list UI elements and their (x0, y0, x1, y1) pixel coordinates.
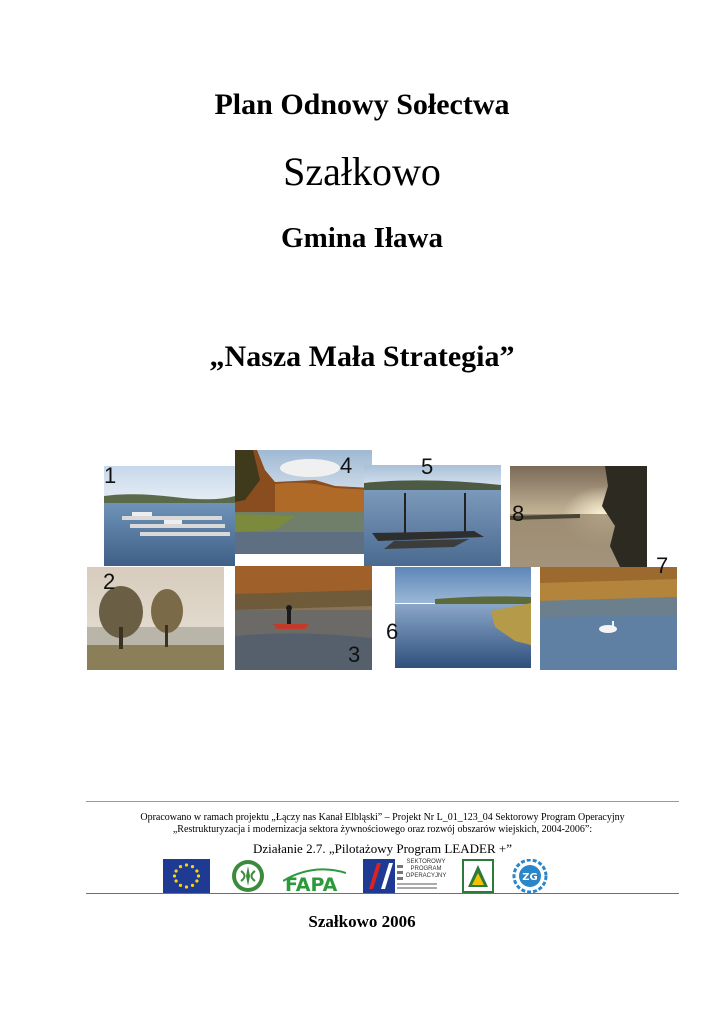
photo-number-4: 4 (340, 453, 353, 478)
place-and-year: Szałkowo 2006 (308, 912, 416, 931)
plan-title: Plan Odnowy Sołectwa (214, 88, 510, 121)
project-info-line-1: Opracowano w ramach projektu „Łączy nas Kanał Elbląski” – Projekt Nr L_01_123_04 Sektorowy Program Operacyjny (140, 812, 625, 823)
bottom-divider (86, 893, 679, 894)
photo-number-7: 7 (656, 553, 669, 578)
leader-logo-icon (462, 859, 494, 893)
top-divider (86, 801, 679, 802)
photo-number-5: 5 (421, 454, 434, 479)
sop-logo (363, 859, 449, 893)
eu-flag-icon (163, 859, 210, 893)
photo-number-3: 3 (348, 642, 361, 667)
village-name: Szałkowo (283, 149, 441, 194)
zg-logo (511, 859, 549, 893)
fapa-logo (283, 859, 346, 893)
photo-8-sunset (510, 466, 647, 567)
fapa-logo-text: FAPA (285, 874, 338, 893)
project-info-line-2: „Restrukturyzacja i modernizacja sektora żywnościowego oraz rozwój obszarów wiejskich, 2004-2006”: (172, 824, 593, 835)
action-line: Działanie 2.7. „Pilotażowy Program LEADER +” (253, 841, 512, 856)
photo-number-8: 8 (512, 501, 525, 526)
photo-6-reeds (395, 567, 531, 668)
ministry-emblem-icon (230, 859, 266, 893)
photo-number-6: 6 (386, 619, 399, 644)
photo-number-2: 2 (103, 569, 116, 594)
photo-number-1: 1 (104, 463, 117, 488)
strategy-title: „Nasza Mała Strategia” (209, 340, 515, 373)
zg-logo-text: ZG (522, 872, 538, 883)
photo-1-lake-pier (104, 466, 235, 566)
photo-5-jetty (364, 465, 501, 566)
sop-logo-text: SEKTOROWY PROGRAM OPERACYJNY (403, 859, 449, 880)
photo-7-swan (540, 567, 677, 670)
commune-name: Gmina Iława (281, 222, 443, 254)
